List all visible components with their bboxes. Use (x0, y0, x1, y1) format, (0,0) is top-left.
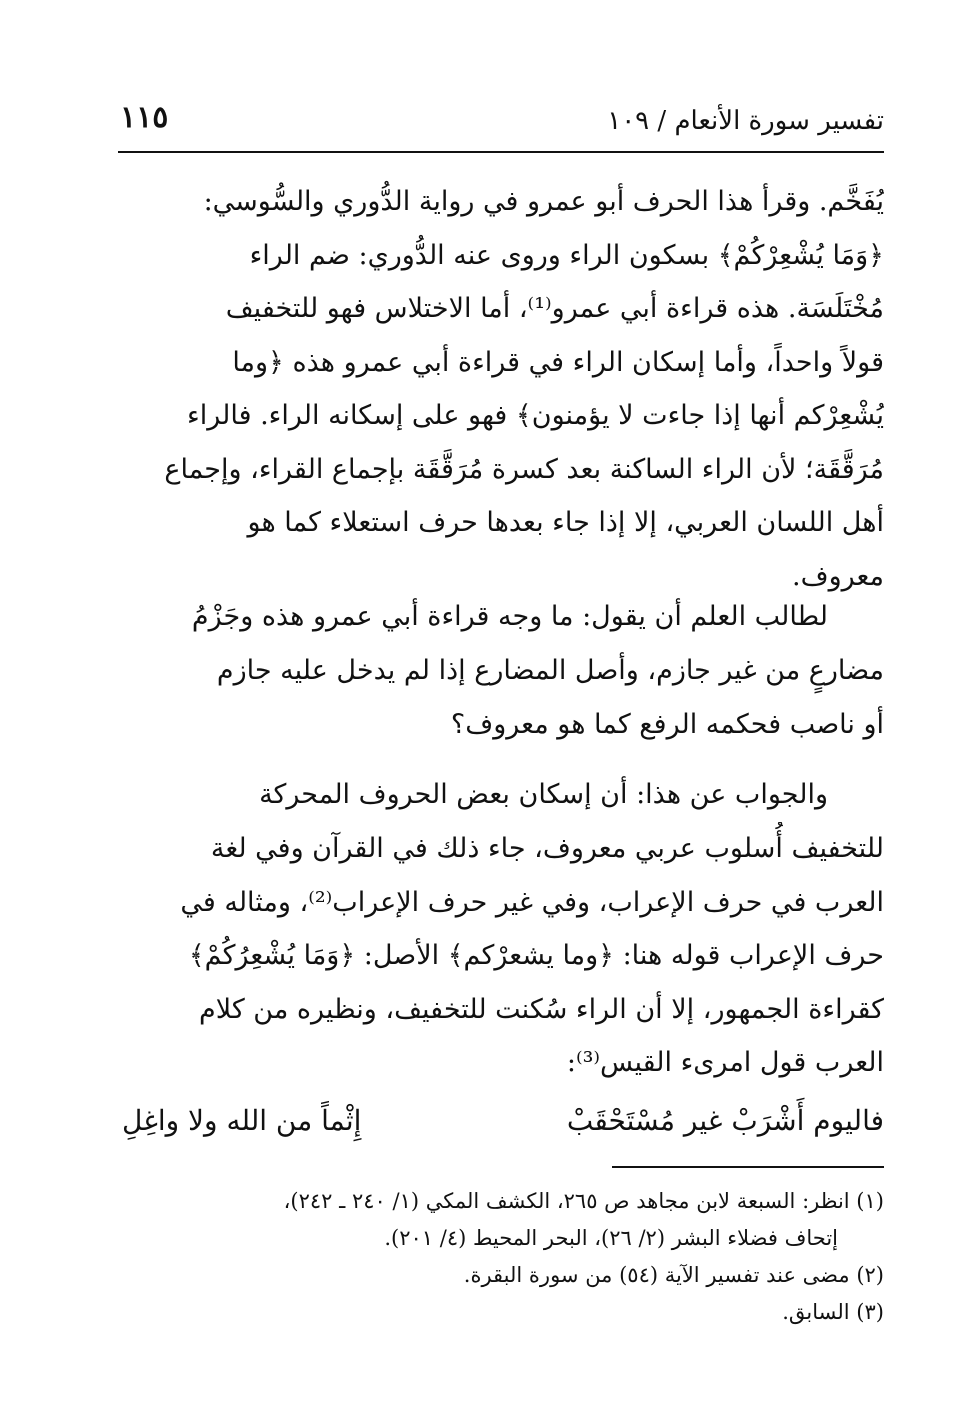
text-line: مضارعٍ من غير جازم، وأصل المضارع إذا لم يدخل عليه جازم (216, 655, 884, 686)
paragraph-3-first-line (122, 768, 884, 822)
verse-first-hemistich: فاليوم أَشْرَبْ غير مُسْتَحْقَبْ (566, 1104, 884, 1137)
paragraph-3 (122, 822, 884, 1090)
header-divider (118, 151, 884, 153)
text-line: والجواب عن هذا: أن إسكان بعض الحروف المحركة (259, 779, 828, 810)
text-line: قولاً واحداً، وأما إسكان الراء في قراءة أبي عمرو هذه ﴿وما (232, 346, 884, 378)
paragraph-2 (122, 644, 884, 751)
text-line: يُفَخَّم. وقرأ هذا الحرف أبو عمرو في رواية الدُّوري والسُّوسي: (203, 186, 884, 217)
footnote-1: (١) انظر: السبعة لابن مجاهد ص ٢٦٥، الكشف المكي (١/ ٢٤٠ ـ ٢٤٢)، (283, 1189, 884, 1213)
poetry-verse (122, 1098, 884, 1148)
header-title: تفسير سورة الأنعام / ١٠٩ (607, 106, 884, 136)
verse-second-hemistich: إِثْماً من الله ولا واغِلِ (122, 1104, 362, 1137)
text-line: العرب قول امرىء القيس⁽³⁾: (566, 1047, 884, 1078)
text-line: معروف. (792, 560, 884, 592)
text-line: أهل اللسان العربي، إلا إذا جاء بعدها حرف استعلاء كما هو (247, 507, 884, 538)
text-line: مُخْتَلَسَة. هذه قراءة أبي عمرو⁽¹⁾، أما الاختلاس فهو للتخفيف (225, 293, 884, 324)
running-header (118, 96, 884, 152)
text-line: لطالب العلم أن يقول: ما وجه قراءة أبي عمرو هذه وجَزْمُ (191, 601, 828, 632)
text-line: مُرَقَّقَة؛ لأن الراء الساكنة بعد كسرة مُرَقَّقَة بإجماع القراء، وإجماع (164, 453, 884, 485)
text-line: حرف الإعراب قوله هنا: ﴿وما يشعرْكم﴾ الأصل: ﴿وَمَا يُشْعِرُكُمْ﴾ (188, 940, 884, 971)
text-line: يُشْعِرْكم أنها إذا جاءت لا يؤمنون﴾ فهو على إسكانه الراء. فالراء (187, 400, 884, 431)
text-line: أو ناصب فحكمه الرفع كما هو معروف؟ (450, 708, 884, 740)
paragraph-2-first-line (122, 590, 884, 644)
footnote-2: (٢) مضى عند تفسير الآية (٥٤) من سورة البقرة. (463, 1263, 884, 1287)
footnotes (122, 1183, 884, 1331)
page-number: ١١٥ (120, 100, 169, 135)
text-line: للتخفيف أُسلوب عربي معروف، جاء ذلك في القرآن وفي لغة (210, 833, 884, 864)
text-line: العرب في حرف الإعراب، وفي غير حرف الإعراب⁽²⁾، ومثاله في (180, 886, 884, 918)
footnote-divider (612, 1166, 884, 1168)
paragraph-1 (122, 175, 884, 603)
footnote-3: (٣) السابق. (782, 1300, 884, 1324)
text-line: ﴿وَمَا يُشْعِرْكُمْ﴾ بسكون الراء وروى عنه الدُّوري: ضم الراء (249, 239, 884, 271)
text-line: كقراءة الجمهور، إلا أن الراء سُكنت للتخفيف، ونظيره من كلام (199, 993, 884, 1025)
footnote-1-continuation: إتحاف فضلاء البشر (٢/ ٢٦)، البحر المحيط (٤/ ٢٠١). (384, 1226, 838, 1250)
